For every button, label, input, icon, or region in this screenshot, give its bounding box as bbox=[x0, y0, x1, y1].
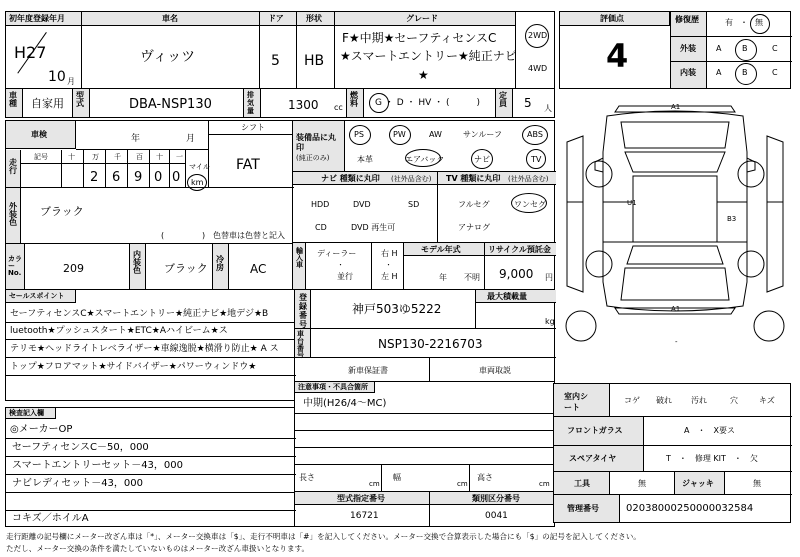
repair-dot: ・ bbox=[740, 18, 748, 27]
equip-leather: 本革 bbox=[357, 155, 373, 164]
header-row bbox=[5, 11, 555, 89]
model-year-label: モデル年式 bbox=[421, 245, 461, 254]
tools-label: 工具 bbox=[574, 479, 590, 488]
navi-header: ナビ 種類に丸印 bbox=[321, 174, 380, 183]
month-unit: 月 bbox=[67, 77, 75, 86]
chassis-value: NSP130-2216703 bbox=[378, 337, 483, 351]
score-label: 評価点 bbox=[600, 14, 624, 23]
inspector-line-1: ◎メーカーOP bbox=[10, 424, 73, 435]
seat-label: 室内シート bbox=[564, 392, 588, 412]
tv-header-note: (社外品含む) bbox=[508, 175, 549, 183]
mark-front: A1 bbox=[671, 103, 681, 111]
type-designation-value: 16721 bbox=[350, 511, 379, 521]
digit-value-1: 2 bbox=[90, 170, 99, 185]
capacity-label: 定員 bbox=[499, 91, 507, 108]
footer-line-2: ただし、メーター交換の条件を満たしていないものはメーター改ざん車扱いとなります。 bbox=[6, 544, 310, 553]
inspector-block bbox=[5, 407, 295, 527]
sales-line-2: luetooth★プッシュスタート★ETC★Aハイビーム★ス bbox=[10, 326, 228, 336]
capacity-unit: 人 bbox=[544, 104, 552, 113]
model-code: DBA-NSP130 bbox=[129, 97, 212, 112]
mileage-label: 走行 bbox=[9, 158, 17, 175]
seat-option-3: 穴 bbox=[730, 396, 738, 405]
inspection-label: 車検 bbox=[31, 130, 47, 139]
color-note: 色替車は色替と記入 bbox=[213, 231, 285, 240]
score-block bbox=[559, 11, 791, 89]
recycle-value: 9,000 bbox=[499, 267, 534, 281]
length-cm: cm bbox=[369, 480, 380, 488]
notes-label: 注意事項・不具合箇所 bbox=[298, 383, 368, 391]
interior-label: 内装 bbox=[680, 68, 696, 77]
tv-fullseg: フルセグ bbox=[458, 200, 490, 209]
ext-a: A bbox=[716, 44, 722, 53]
doors-value: 5 bbox=[271, 53, 280, 69]
tv-analog: アナログ bbox=[458, 223, 490, 232]
car-diagram bbox=[559, 92, 791, 378]
capacity-value: 5 bbox=[524, 96, 532, 110]
interior-color-value: ブラック bbox=[164, 262, 208, 275]
digit-header-3: 千 bbox=[114, 153, 121, 161]
sales-line-3: テリモ★ヘッドライトレベライザー★車線逸脱★横滑り防止★ A ス bbox=[10, 344, 279, 354]
navi-cd: CD bbox=[315, 223, 327, 232]
car-name: ヴィッツ bbox=[140, 49, 196, 65]
equipment-label: 装備品に丸印 bbox=[296, 133, 336, 152]
repair-no: 無 bbox=[755, 18, 763, 27]
registration-block bbox=[294, 289, 555, 382]
seat-option-4: キズ bbox=[759, 396, 775, 405]
use-value: 自家用 bbox=[31, 97, 64, 110]
inspector-line-6: コキズ／ホイルA bbox=[12, 513, 89, 524]
grade-label: グレード bbox=[406, 14, 438, 23]
displacement-value: 1300 bbox=[288, 98, 319, 112]
color-value: ブラック bbox=[40, 205, 84, 218]
import-label: 輸入車 bbox=[296, 247, 303, 269]
color-no-label: カラーNo. bbox=[8, 255, 22, 277]
registration-label: 登録番号 bbox=[299, 293, 307, 329]
seat-option-1: 破れ bbox=[656, 396, 672, 405]
registration-value: 神戸503ゆ5222 bbox=[352, 302, 442, 316]
vehicle-manual: 車両取説 bbox=[479, 366, 511, 375]
width-cm: cm bbox=[457, 480, 468, 488]
height-cm: cm bbox=[539, 480, 550, 488]
sales-points-block bbox=[5, 289, 295, 401]
recycle-yen: 円 bbox=[545, 273, 553, 282]
import-dot: ・ bbox=[337, 261, 344, 269]
tools-value: 無 bbox=[638, 479, 646, 488]
shift-value: FAT bbox=[236, 157, 260, 173]
reg-month: 10 bbox=[48, 69, 66, 85]
navi-header-note: (社外品含む) bbox=[391, 175, 432, 183]
ac-label: 冷房 bbox=[216, 255, 224, 272]
car-outline-svg bbox=[559, 92, 791, 378]
sales-points-label: セールスポイント bbox=[9, 292, 65, 300]
inspector-line-4: ナビレディセット－43，000 bbox=[12, 478, 144, 489]
width-label: 幅 bbox=[393, 473, 401, 482]
windshield-options: A ・ X要ス bbox=[684, 426, 735, 435]
navi-sd: SD bbox=[408, 200, 420, 209]
digit-header-0: 記号 bbox=[34, 153, 48, 161]
inspection-block bbox=[5, 120, 293, 290]
height-label: 高さ bbox=[477, 473, 493, 482]
inspector-line-2: セーフティセンスC－50，000 bbox=[12, 442, 149, 453]
digit-header-6: 一 bbox=[176, 153, 183, 161]
equip-navi: ナビ bbox=[474, 155, 490, 164]
equipment-sub-label: (純正のみ) bbox=[296, 154, 330, 162]
seat-option-0: コゲ bbox=[624, 396, 640, 405]
color-label: 外装色 bbox=[9, 202, 17, 227]
use-label: 車種 bbox=[9, 91, 17, 108]
length-label: 長さ bbox=[299, 473, 315, 482]
mgmt-label: 管理番号 bbox=[567, 504, 599, 513]
right-table bbox=[553, 383, 791, 523]
equip-sunroof: サンルーフ bbox=[463, 130, 502, 139]
notes-block bbox=[294, 381, 555, 465]
ac-value: AC bbox=[250, 262, 267, 276]
drive-4wd: 4WD bbox=[528, 64, 548, 73]
import-dealer: ディーラー bbox=[317, 249, 357, 258]
grade-line-2: ★スマートエントリー★純正ナビ bbox=[340, 49, 517, 63]
model-year-year: 年 bbox=[439, 273, 447, 282]
exterior-label: 外装 bbox=[680, 44, 696, 53]
tv-header: TV 種類に丸印 bbox=[446, 174, 501, 183]
era-year: H27 bbox=[14, 43, 47, 62]
repair-yes: 有 bbox=[725, 18, 733, 27]
grade-line-3: ★ bbox=[418, 68, 429, 82]
digit-value-4: 0 bbox=[154, 170, 163, 185]
equip-airbag: エアバック bbox=[405, 155, 445, 164]
digit-value-3: 9 bbox=[134, 170, 143, 185]
dimensions-block bbox=[294, 464, 555, 527]
mark-rear: A1 bbox=[671, 305, 681, 313]
navi-dvd: DVD bbox=[353, 200, 371, 209]
seat-option-2: 汚れ bbox=[691, 396, 707, 405]
digit-header-2: 万 bbox=[92, 153, 99, 161]
import-parallel: 並行 bbox=[337, 272, 353, 281]
sales-line-1: セーフティセンスC★スマートエントリー★純正ナビ★地デジ★B bbox=[10, 309, 269, 319]
cc-unit: cc bbox=[334, 103, 343, 112]
max-load-label: 最大積載量 bbox=[487, 292, 527, 301]
footer-line-1: 走行距離の記号欄にメーター改ざん車は「*」、メーター交換車は「$」、走行不明車は「#」を記入してください。メーター交換で合算表示した場合にも「$」の記号を記入してください。 bbox=[6, 532, 641, 541]
import-dot-2: ・ bbox=[385, 261, 392, 269]
equip-aw: AW bbox=[429, 130, 442, 139]
digit-value-2: 6 bbox=[112, 170, 121, 185]
import-lh: 左 H bbox=[381, 272, 398, 281]
spare-label: スペアタイヤ bbox=[569, 454, 617, 463]
spare-options: T ・ 修理 KIT ・ 欠 bbox=[666, 454, 758, 463]
import-rh: 右 H bbox=[381, 249, 398, 258]
jack-value: 無 bbox=[753, 479, 761, 488]
equip-abs: ABS bbox=[527, 130, 543, 139]
color-paren-open: ( bbox=[161, 231, 165, 240]
jack-label: ジャッキ bbox=[682, 479, 714, 488]
color-no: 209 bbox=[63, 262, 84, 275]
class-label: 類別区分番号 bbox=[472, 494, 520, 503]
body-value: HB bbox=[304, 53, 325, 69]
type-label: 型式 bbox=[76, 91, 84, 108]
windshield-label: フロントガラス bbox=[567, 426, 623, 435]
digit-header-5: 十 bbox=[156, 153, 163, 161]
shift-label: シフト bbox=[241, 123, 265, 132]
grade-line-1: F★中期★セーフティセンスC bbox=[342, 31, 497, 45]
inspection-sheet bbox=[5, 4, 555, 530]
km-label: km bbox=[191, 178, 204, 187]
digit-value-5: 0 bbox=[172, 170, 181, 185]
tv-oneseg: ワンセグ bbox=[514, 200, 546, 209]
inspection-year-unit: 年 bbox=[131, 134, 141, 144]
mark-center: - bbox=[675, 338, 678, 346]
inspector-line-3: スマートエントリーセット－43，000 bbox=[12, 460, 184, 471]
interior-color-label: 内装色 bbox=[133, 250, 141, 275]
int-b: B bbox=[742, 68, 748, 77]
equip-pw: PW bbox=[393, 130, 406, 139]
color-paren-close: ) bbox=[202, 231, 206, 240]
mark-u1: U1 bbox=[627, 199, 637, 207]
mark-b3: B3 bbox=[727, 215, 737, 223]
doors-label: ドア bbox=[268, 14, 284, 23]
mile-label: マイル bbox=[189, 163, 210, 171]
sales-line-4: トップ★フロアマット★サイドバイザー★パワーウィンドウ★ bbox=[10, 362, 257, 372]
digit-header-1: 十 bbox=[68, 153, 75, 161]
body-label: 形状 bbox=[306, 14, 322, 23]
score-value: 4 bbox=[606, 37, 629, 75]
type-designation-label: 型式指定番号 bbox=[337, 494, 385, 503]
max-load-kg: kg bbox=[545, 317, 555, 326]
new-car-warranty: 新車保証書 bbox=[348, 366, 388, 375]
equipment-block bbox=[292, 120, 555, 290]
class-value: 0041 bbox=[485, 511, 508, 521]
inspection-month-unit: 月 bbox=[186, 134, 196, 144]
vehicle-row bbox=[5, 88, 555, 118]
equip-tv: TV bbox=[531, 155, 542, 164]
drive-2wd: 2WD bbox=[528, 31, 548, 40]
equip-ps: PS bbox=[354, 130, 364, 139]
int-a: A bbox=[716, 68, 722, 77]
recycle-label: リサイクル預託金 bbox=[488, 245, 551, 254]
digit-header-4: 百 bbox=[136, 153, 143, 161]
inspector-label: 検査記入欄 bbox=[9, 409, 44, 417]
chassis-label: 車台番号 bbox=[297, 330, 304, 359]
int-c: C bbox=[772, 68, 778, 77]
displacement-label: 排気量 bbox=[247, 91, 254, 115]
car-name-label: 車名 bbox=[162, 14, 178, 23]
notes-line-1: 中期(H26/4〜MC) bbox=[303, 398, 387, 409]
model-year-unknown: 不明 bbox=[464, 273, 480, 282]
ext-b: B bbox=[742, 44, 748, 53]
repair-label: 修復歴 bbox=[675, 15, 699, 24]
navi-hdd: HDD bbox=[311, 200, 330, 209]
ext-c: C bbox=[772, 44, 778, 53]
navi-dvd-play: DVD 再生可 bbox=[351, 223, 396, 232]
fuel-options: G ・ D ・ HV ・ ( ) bbox=[375, 98, 481, 108]
mgmt-value: 02038000250000032584 bbox=[626, 503, 754, 514]
fuel-label: 燃料 bbox=[350, 91, 358, 108]
first-reg-label: 初年度登録年月 bbox=[9, 14, 65, 23]
